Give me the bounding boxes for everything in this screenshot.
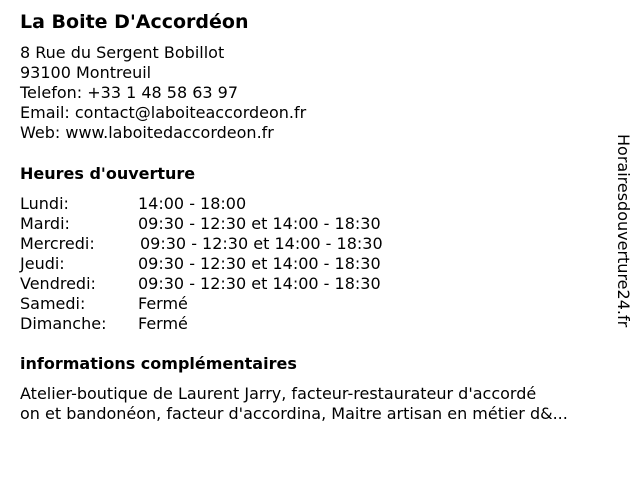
day-label: Lundi: bbox=[20, 194, 69, 213]
day-hours: 09:30 - 12:30 et 14:00 - 18:30 bbox=[140, 234, 383, 253]
opening-hours-heading: Heures d'ouverture bbox=[20, 164, 196, 183]
day-label: Jeudi: bbox=[20, 254, 65, 273]
day-label: Samedi: bbox=[20, 294, 86, 313]
phone-line: Telefon: +33 1 48 58 63 97 bbox=[20, 83, 239, 102]
day-hours: 14:00 - 18:00 bbox=[138, 194, 247, 213]
address-street: 8 Rue du Sergent Bobillot bbox=[20, 43, 225, 62]
additional-info-heading: informations complémentaires bbox=[20, 354, 297, 373]
day-label: Mercredi: bbox=[20, 234, 95, 253]
email-line: Email: contact@laboiteaccordeon.fr bbox=[20, 103, 307, 122]
day-label: Dimanche: bbox=[20, 314, 107, 333]
contact-block bbox=[20, 43, 306, 143]
additional-info-line: on et bandonéon, facteur d'accordina, Maitre artisan en métier d&... bbox=[20, 404, 568, 423]
site-watermark: Horairesdouverture24.fr bbox=[614, 134, 633, 328]
day-label: Mardi: bbox=[20, 214, 70, 233]
day-label: Vendredi: bbox=[20, 274, 96, 293]
day-hours: Fermé bbox=[138, 314, 188, 333]
address-city: 93100 Montreuil bbox=[20, 63, 152, 82]
day-hours: Fermé bbox=[138, 294, 188, 313]
website-line: Web: www.laboitedaccordeon.fr bbox=[20, 123, 274, 142]
additional-info-text bbox=[20, 384, 568, 424]
day-hours: 09:30 - 12:30 et 14:00 - 18:30 bbox=[138, 214, 381, 233]
business-name: La Boite D'Accordéon bbox=[20, 11, 249, 33]
day-hours: 09:30 - 12:30 et 14:00 - 18:30 bbox=[138, 274, 381, 293]
additional-info-line: Atelier-boutique de Laurent Jarry, facteur-restaurateur d'accordé bbox=[20, 384, 537, 403]
day-hours: 09:30 - 12:30 et 14:00 - 18:30 bbox=[138, 254, 381, 273]
